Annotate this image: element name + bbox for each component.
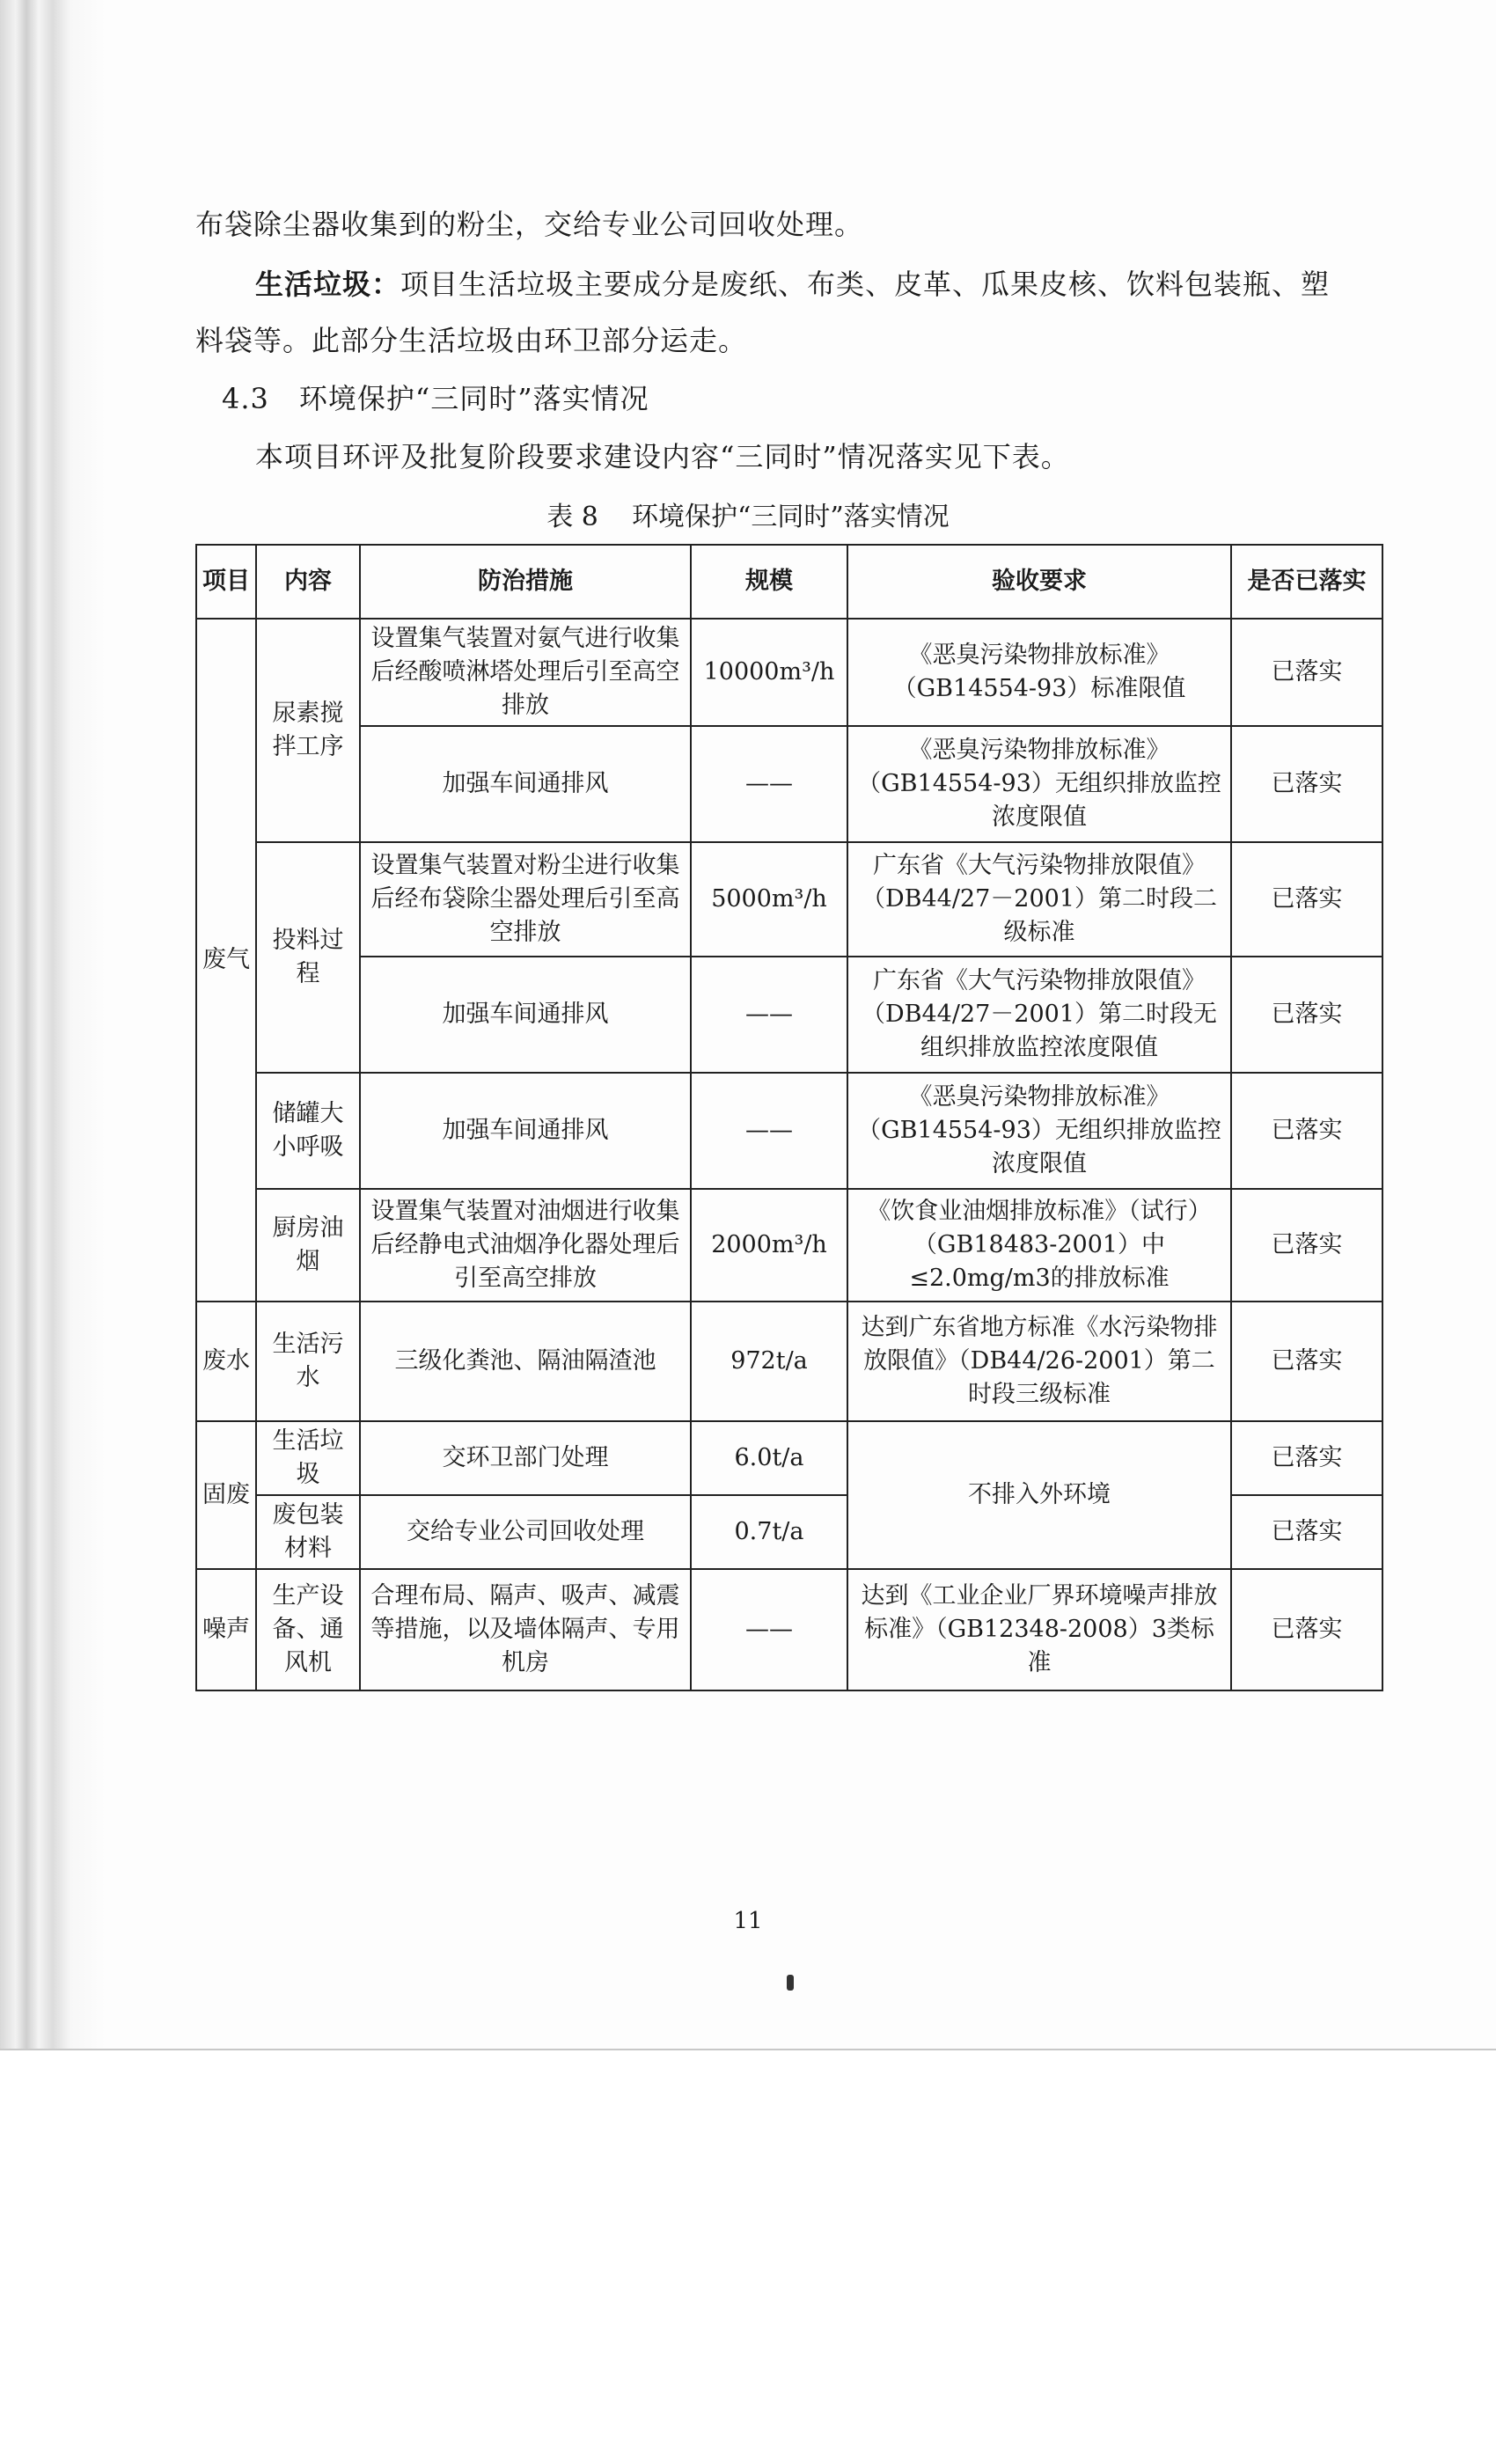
row-status: 已落实 bbox=[1231, 619, 1382, 726]
header-status: 是否已落实 bbox=[1231, 545, 1382, 619]
section-title: 环境保护“三同时”落实情况 bbox=[298, 382, 649, 415]
table-row bbox=[196, 1302, 1382, 1421]
row-scale: —— bbox=[691, 1569, 847, 1690]
row-measure: 合理布局、隔声、吸声、减震等措施，以及墙体隔声、专用机房 bbox=[360, 1569, 691, 1690]
row-content: 生活污水 bbox=[256, 1302, 360, 1421]
row-status: 已落实 bbox=[1231, 957, 1382, 1073]
row-status: 已落实 bbox=[1231, 842, 1382, 957]
group-waste-gas: 废气 bbox=[196, 619, 256, 1302]
row-status: 已落实 bbox=[1231, 1073, 1382, 1189]
paragraph-domestic-waste bbox=[255, 264, 1330, 304]
row-measure: 交环卫部门处理 bbox=[360, 1421, 691, 1495]
row-measure: 加强车间通排风 bbox=[360, 957, 691, 1073]
row-scale: —— bbox=[691, 726, 847, 842]
table-caption: 表 8 环境保护“三同时”落实情况 bbox=[546, 502, 950, 532]
domestic-waste-text: 项目生活垃圾主要成分是废纸、布类、皮革、瓜果皮核、饮料包装瓶、塑 bbox=[400, 268, 1331, 301]
row-measure: 设置集气装置对粉尘进行收集后经布袋除尘器处理后引至高空排放 bbox=[360, 842, 691, 957]
row-status: 已落实 bbox=[1231, 1569, 1382, 1690]
group-waste-water: 废水 bbox=[196, 1302, 256, 1421]
domestic-waste-label: 生活垃圾： bbox=[255, 268, 401, 301]
row-scale: 0.7t/a bbox=[691, 1495, 847, 1569]
table-row bbox=[196, 1073, 1382, 1189]
three-simultaneous-table bbox=[195, 544, 1383, 1691]
header-measures: 防治措施 bbox=[360, 545, 691, 619]
row-scale: 10000m³/h bbox=[691, 619, 847, 726]
row-measure: 设置集气装置对氨气进行收集后经酸喷淋塔处理后引至高空排放 bbox=[360, 619, 691, 726]
row-requirement: 《恶臭污染物排放标准》（GB14554-93）标准限值 bbox=[847, 619, 1231, 726]
row-requirement: 达到广东省地方标准《水污染物排放限值》（DB44/26-2001）第二时段三级标准 bbox=[847, 1302, 1231, 1421]
row-content: 储罐大小呼吸 bbox=[256, 1073, 360, 1189]
row-content: 投料过程 bbox=[256, 842, 360, 1073]
row-scale: 6.0t/a bbox=[691, 1421, 847, 1495]
row-measure: 加强车间通排风 bbox=[360, 726, 691, 842]
section-number: 4.3 bbox=[222, 382, 269, 415]
row-status: 已落实 bbox=[1231, 1189, 1382, 1302]
row-requirement: 达到《工业企业厂界环境噪声排放标准》（GB12348-2008）3类标准 bbox=[847, 1569, 1231, 1690]
table-row bbox=[196, 1189, 1382, 1302]
row-scale: 5000m³/h bbox=[691, 842, 847, 957]
group-solid-waste: 固废 bbox=[196, 1421, 256, 1569]
paragraph-table-intro: 本项目环评及批复阶段要求建设内容“三同时”情况落实见下表。 bbox=[255, 440, 1070, 473]
table-row bbox=[196, 726, 1382, 842]
row-requirement: 《饮食业油烟排放标准》（试行）（GB18483-2001）中≤2.0mg/m3的排放标准 bbox=[847, 1189, 1231, 1302]
row-measure: 加强车间通排风 bbox=[360, 1073, 691, 1189]
section-heading bbox=[222, 378, 649, 419]
binding-edge-shadow bbox=[0, 0, 106, 2050]
row-scale: 2000m³/h bbox=[691, 1189, 847, 1302]
table-row bbox=[196, 1569, 1382, 1690]
row-content: 废包装材料 bbox=[256, 1495, 360, 1569]
row-status: 已落实 bbox=[1231, 726, 1382, 842]
row-measure: 三级化粪池、隔油隔渣池 bbox=[360, 1302, 691, 1421]
row-status: 已落实 bbox=[1231, 1495, 1382, 1569]
group-noise: 噪声 bbox=[196, 1569, 256, 1690]
header-requirement: 验收要求 bbox=[847, 545, 1231, 619]
table-row bbox=[196, 957, 1382, 1073]
page-bottom-edge bbox=[0, 2049, 1496, 2050]
header-content: 内容 bbox=[256, 545, 360, 619]
binding-mark bbox=[787, 1975, 794, 1991]
page-number: 11 bbox=[733, 1908, 763, 1934]
table-header-row bbox=[196, 545, 1382, 619]
row-content: 尿素搅拌工序 bbox=[256, 619, 360, 842]
table-row bbox=[196, 842, 1382, 957]
header-scale: 规模 bbox=[691, 545, 847, 619]
row-requirement: 《恶臭污染物排放标准》（GB14554-93）无组织排放监控浓度限值 bbox=[847, 1073, 1231, 1189]
row-requirement: 广东省《大气污染物排放限值》（DB44/27－2001）第二时段二级标准 bbox=[847, 842, 1231, 957]
row-content: 生产设备、通风机 bbox=[256, 1569, 360, 1690]
row-requirement: 不排入外环境 bbox=[847, 1421, 1231, 1569]
row-requirement: 广东省《大气污染物排放限值》（DB44/27－2001）第二时段无组织排放监控浓度限值 bbox=[847, 957, 1231, 1073]
row-content: 厨房油烟 bbox=[256, 1189, 360, 1302]
row-requirement: 《恶臭污染物排放标准》（GB14554-93）无组织排放监控浓度限值 bbox=[847, 726, 1231, 842]
row-status: 已落实 bbox=[1231, 1421, 1382, 1495]
row-scale: 972t/a bbox=[691, 1302, 847, 1421]
row-scale: —— bbox=[691, 957, 847, 1073]
row-scale: —— bbox=[691, 1073, 847, 1189]
row-measure: 设置集气装置对油烟进行收集后经静电式油烟净化器处理后引至高空排放 bbox=[360, 1189, 691, 1302]
row-measure: 交给专业公司回收处理 bbox=[360, 1495, 691, 1569]
row-status: 已落实 bbox=[1231, 1302, 1382, 1421]
row-content: 生活垃圾 bbox=[256, 1421, 360, 1495]
header-item: 项目 bbox=[196, 545, 256, 619]
table-row bbox=[196, 619, 1382, 726]
paragraph-domestic-waste-cont: 料袋等。此部分生活垃圾由环卫部分运走。 bbox=[195, 324, 748, 357]
table-row bbox=[196, 1421, 1382, 1495]
paragraph-dust-disposal: 布袋除尘器收集到的粉尘，交给专业公司回收处理。 bbox=[195, 208, 864, 241]
